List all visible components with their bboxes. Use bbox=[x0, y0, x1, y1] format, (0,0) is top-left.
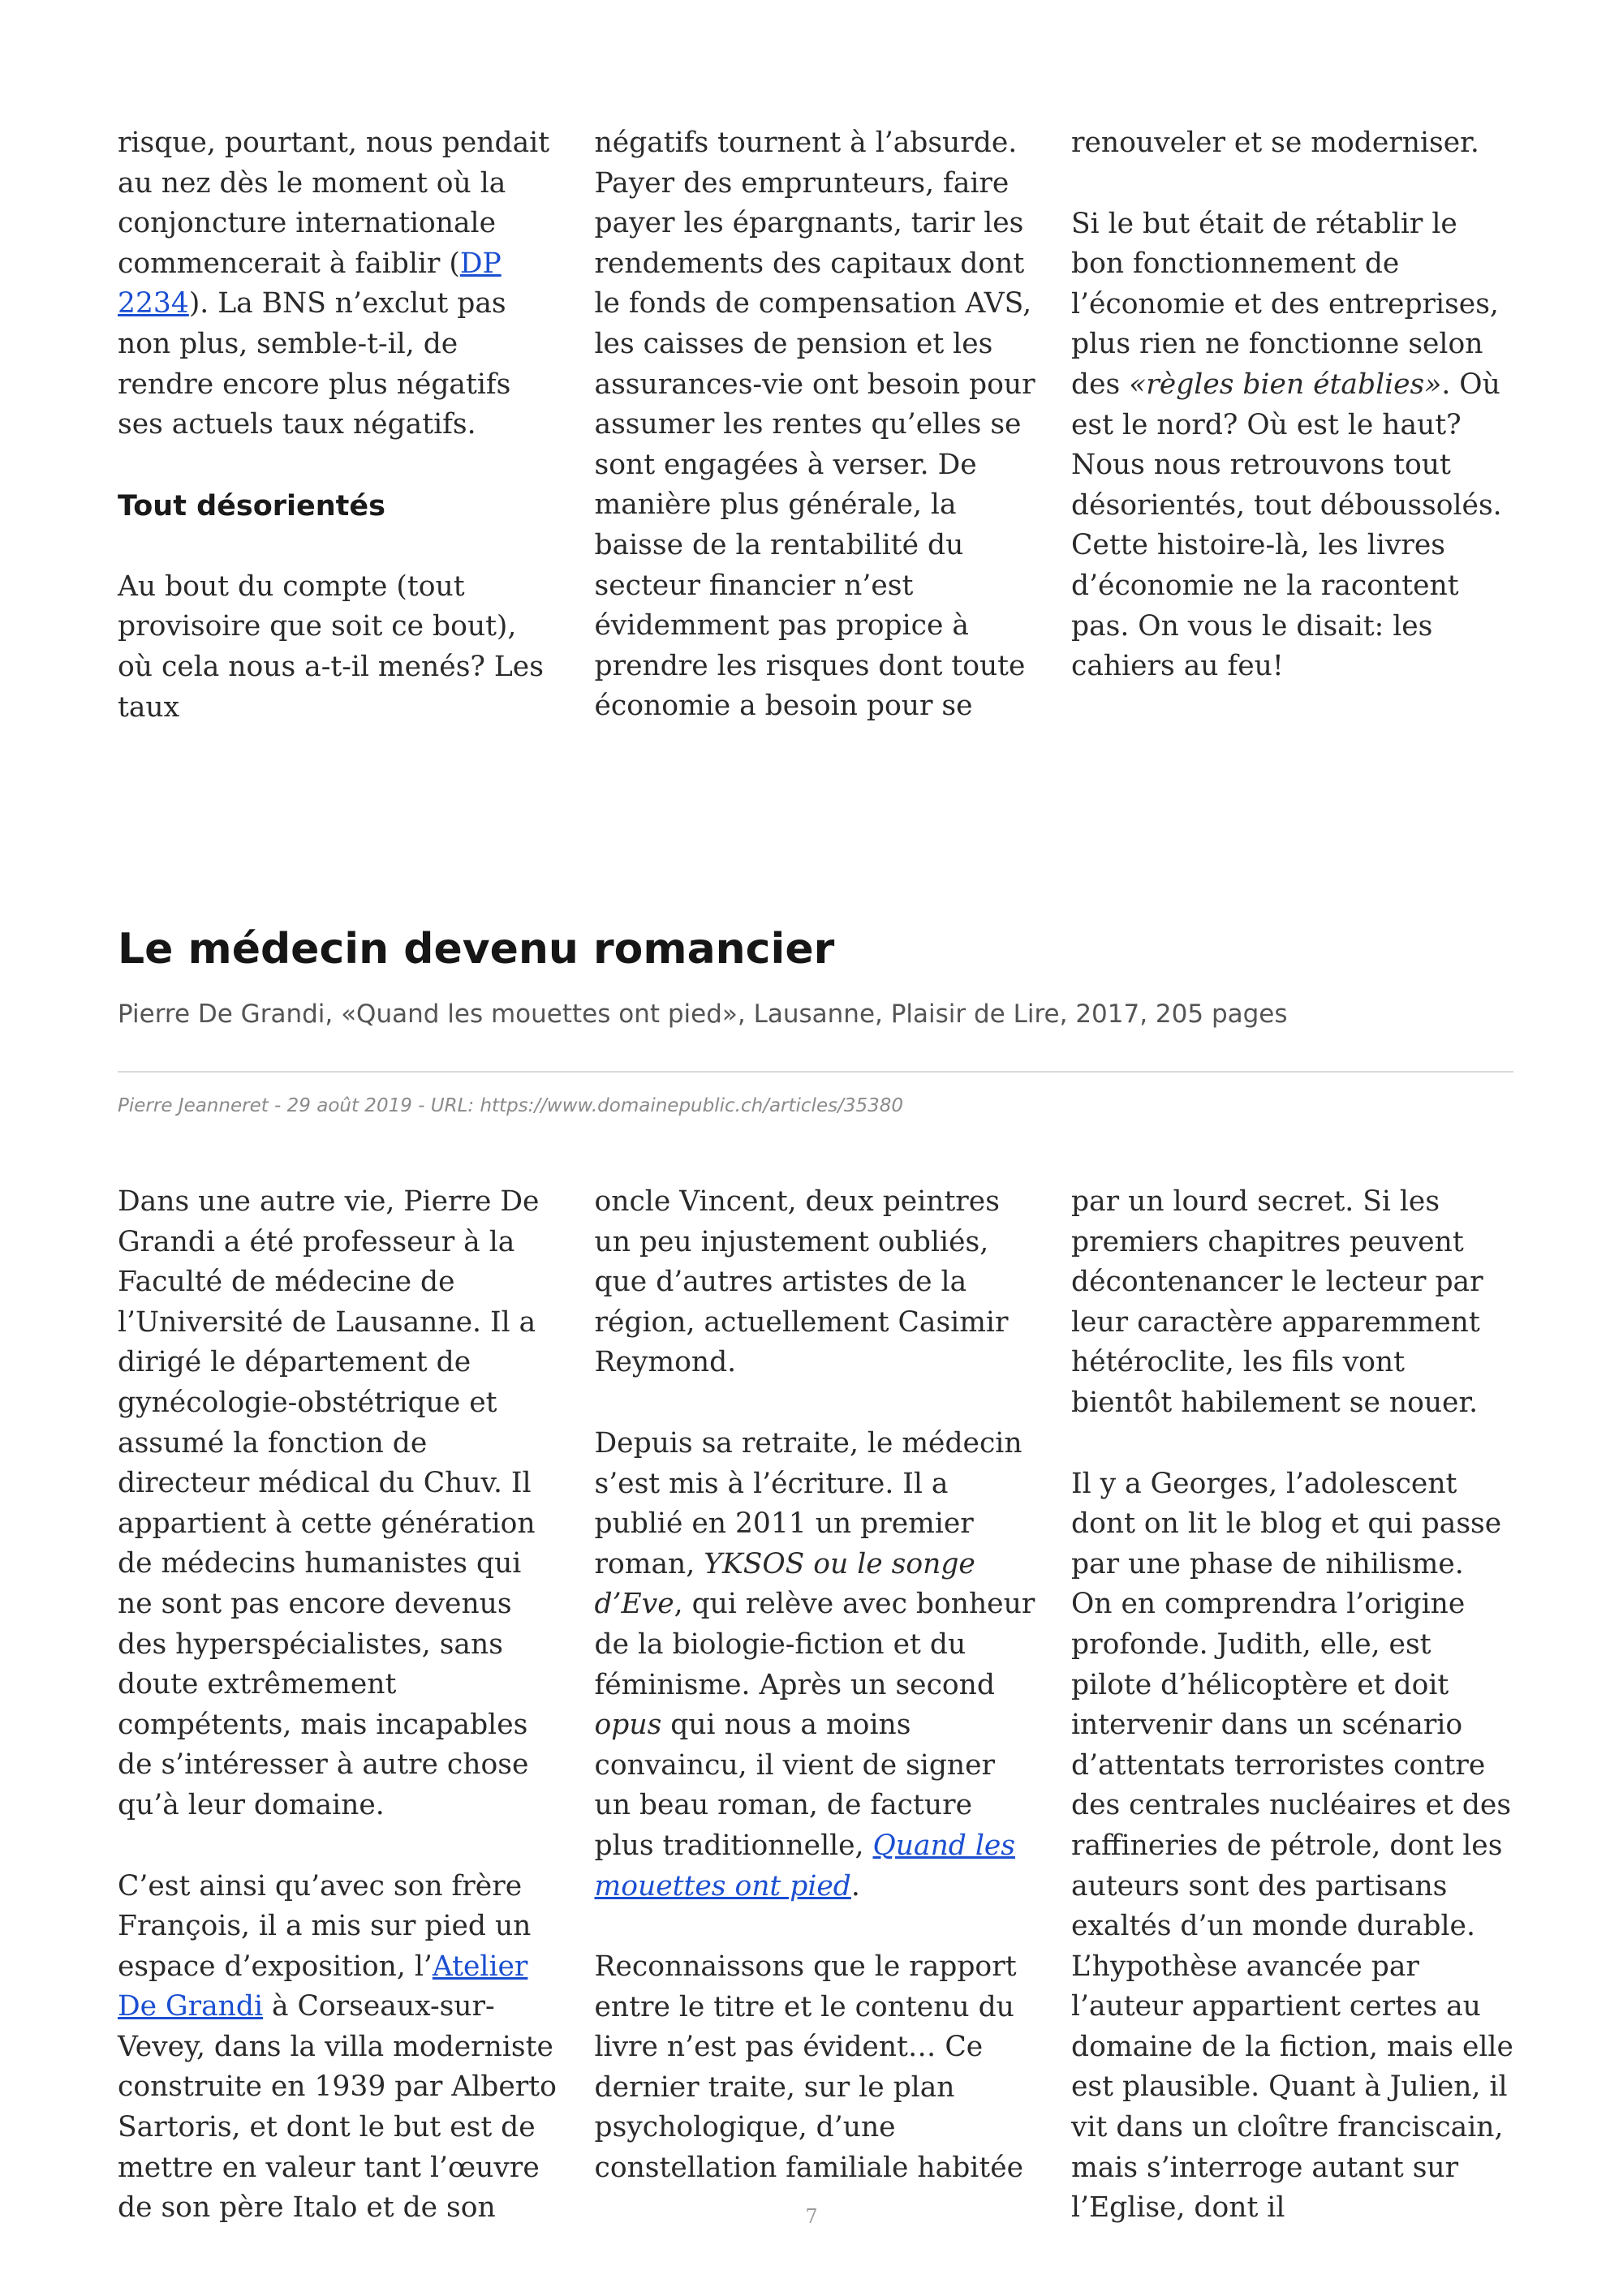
paragraph: oncle Vincent, deux peintres un peu injustement oubliés, que d’autres artistes de la région, actuellement Casimir Reymond. bbox=[594, 1185, 1009, 1379]
top-column-3 bbox=[1071, 123, 1513, 728]
paragraph: Depuis sa retraite, le médecin s’est mis à l’écriture. Il a publié en 2011 un premier roman, YKSOS ou le songe d’Eve, qui relève avec bonheur de la biologie-fiction et du féminisme. Après un second opus qui nous a moins convaincu, il vient de signer un beau roman, de facture plus traditionnelle, Quand les mouettes ont pied. bbox=[594, 1426, 1035, 1903]
article-column-2 bbox=[595, 1182, 1037, 2229]
paragraph: renouveler et se moderniser. bbox=[1071, 127, 1479, 159]
top-column-2 bbox=[595, 123, 1037, 728]
paragraph: Au bout du compte (tout provisoire que soit ce bout), où cela nous a-t-il menés? Les taux bbox=[118, 570, 544, 724]
previous-article-columns bbox=[118, 123, 1513, 728]
paragraph: C’est ainsi qu’avec son frère François, il a mis sur pied un espace d’exposition, l’Atelier De Grandi à Corseaux-sur-Vevey, dans la villa moderniste construite en 1939 par Alberto Sartoris, et dont le but est de mettre en valeur tant l’œuvre de son père Italo et de son bbox=[118, 1869, 557, 2225]
link-dp-2234[interactable]: DP 2234 bbox=[118, 247, 502, 320]
book-reference: Pierre De Grandi, «Quand les mouettes ont pied», Lausanne, Plaisir de Lire, 2017, 205 pages bbox=[118, 1000, 1288, 1029]
link-quand-les-mouettes[interactable]: Quand les mouettes ont pied bbox=[594, 1829, 1015, 1903]
paragraph: Il y a Georges, l’adolescent dont on lit le blog et qui passe par une phase de nihilisme. On en comprendra l’origine profonde. Judith, elle, est pilote d’hélicoptère et doit intervenir dans un scénario d’attentats terroristes contre des centrales nucléaires et des raffineries de pétrole, dont les auteurs sont des partisans exaltés d’un monde durable. L’hypothèse avancée par l’auteur appartient certes au domaine de la fiction, mais elle est plausible. Quant à Julien, il vit dans un cloître franciscain, mais s’interroge autant sur l’Eglise, dont il bbox=[1071, 1467, 1513, 2225]
top-column-1 bbox=[118, 123, 560, 728]
paragraph: négatifs tournent à l’absurde. Payer des emprunteurs, faire payer les épargnants, tarir les rendements des capitaux dont le fonds de compensation AVS, les caisses de pension et les assurances-vie ont besoin pour assumer les rentes qu’elles se sont engagées à verser. De manière plus générale, la baisse de la rentabilité du secteur financier n’est évidemment pas propice à prendre les risques dont toute économie a besoin pour se bbox=[594, 127, 1035, 723]
divider bbox=[118, 1071, 1513, 1073]
paragraph: Reconnaissons que le rapport entre le titre et le contenu du livre n’est pas évident… Ce dernier traite, sur le plan psychologique, d’une constellation familiale habitée bbox=[594, 1950, 1024, 2185]
link-atelier-de-grandi[interactable]: Atelier De Grandi bbox=[118, 1950, 528, 2023]
paragraph: Dans une autre vie, Pierre De Grandi a été professeur à la Faculté de médecine de l’Université de Lausanne. Il a dirigé le département de gynécologie-obstétrique et assumé la fonction de directeur médical du Chuv. Il appartient à cette génération de médecins humanistes qui ne sont pas encore devenus des hyperspécialistes, sans doute extrêmement compétents, mais incapables de s’intéresser à autre chose qu’à leur domaine. bbox=[118, 1185, 540, 1821]
page-number: 7 bbox=[805, 2205, 818, 2228]
article-title: Le médecin devenu romancier bbox=[118, 925, 835, 974]
article-column-3 bbox=[1071, 1182, 1513, 2229]
paragraph: Si le but était de rétablir le bon fonctionnement de l’économie et des entreprises, plus rien ne fonctionne selon des «règles bien établies». Où est le nord? Où est le haut? Nous nous retrouvons tout désorientés, tout déboussolés. Cette histoire-là, les livres d’économie ne la racontent pas. On vous le disait: les cahiers au feu! bbox=[1071, 207, 1502, 683]
article-columns bbox=[118, 1182, 1513, 2229]
article-column-1 bbox=[118, 1182, 560, 2229]
paragraph: risque, pourtant, nous pendait au nez dès le moment où la conjoncture internationale commencerait à faiblir (DP 2234). La BNS n’exclut pas non plus, semble-t-il, de rendre encore plus négatifs ses actuels taux négatifs. bbox=[118, 127, 550, 441]
byline: Pierre Jeanneret - 29 août 2019 - URL: https://www.domainepublic.ch/articles/35380 bbox=[118, 1095, 903, 1116]
section-heading: Tout désorientés bbox=[118, 489, 385, 522]
paragraph: par un lourd secret. Si les premiers chapitres peuvent décontenancer le lecteur par leur caractère apparemment hétéroclite, les fils vont bientôt habilement se nouer. bbox=[1071, 1185, 1483, 1419]
